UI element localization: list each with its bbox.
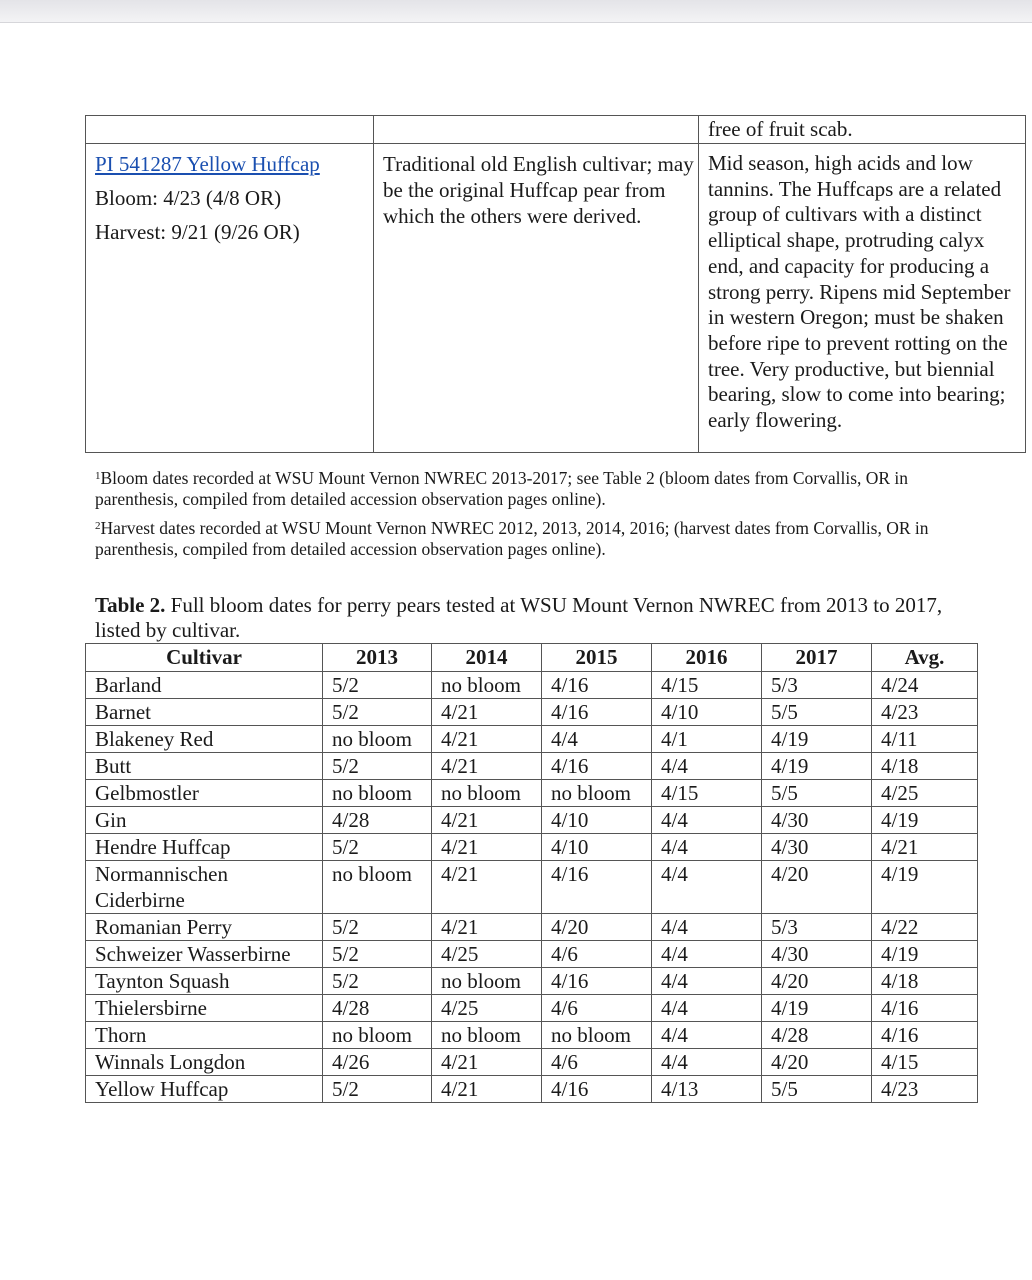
notes-continuation: free of fruit scab. [708,117,853,141]
table-row [86,807,978,834]
cultivar-name-cell: Yellow Huffcap [86,1076,323,1103]
bloom-date-cell: 5/5 [762,1076,872,1103]
bloom-date-cell: 5/2 [323,672,432,699]
bloom-date-cell: 4/1 [652,726,762,753]
bloom-date-cell: 4/16 [872,1022,978,1049]
table-row [86,995,978,1022]
caption-label: Table 2. [95,593,166,617]
bloom-date-cell: 4/21 [432,861,542,914]
cultivar-name-cell: Thorn [86,1022,323,1049]
bloom-date-cell: 4/4 [652,834,762,861]
bloom-date-cell: 4/26 [323,1049,432,1076]
bloom-date-cell: 5/2 [323,941,432,968]
bloom-date-cell: 4/16 [542,1076,652,1103]
bloom-date-cell: 4/16 [542,753,652,780]
bloom-date-cell: 4/21 [432,834,542,861]
bloom-date: Bloom: 4/23 (4/8 OR) [95,186,282,210]
column-header: 2014 [432,644,542,672]
bloom-date-cell: 4/4 [652,1049,762,1076]
bloom-date-cell: 4/20 [762,968,872,995]
table-cell [374,116,699,144]
column-header: Cultivar [86,644,323,672]
table-cell [86,116,374,144]
bloom-date-cell: 4/4 [652,941,762,968]
bloom-date-cell: 4/21 [432,1076,542,1103]
bloom-date-cell: 4/30 [762,834,872,861]
footnote-text: Harvest dates recorded at WSU Mount Vernon NWREC 2012, 2013, 2014, 2016; (harvest dates from Corvallis, OR in parenthesis, compiled from detailed accession observation pages online). [95,518,929,559]
table-cell [374,144,699,453]
table-row [86,726,978,753]
bloom-date-cell: no bloom [323,1022,432,1049]
bloom-date-cell: 4/21 [432,726,542,753]
bloom-date-cell: 4/19 [762,753,872,780]
caption-text: Full bloom dates for perry pears tested at WSU Mount Vernon NWREC from 2013 to 2017, listed by cultivar. [95,593,943,642]
bloom-date-cell: 4/21 [432,699,542,726]
bloom-date-cell: 4/25 [432,995,542,1022]
bloom-date-cell: 4/25 [872,780,978,807]
cultivar-name-cell: Butt [86,753,323,780]
accession-link[interactable]: PI 541287 Yellow Huffcap [95,152,320,176]
bloom-date-cell: 5/2 [323,699,432,726]
bloom-date-cell: 4/16 [542,861,652,914]
bloom-date-cell: 4/15 [652,672,762,699]
bloom-date-cell: 4/24 [872,672,978,699]
table-cell [86,144,374,453]
bloom-date-cell: 4/11 [872,726,978,753]
table-cell [699,144,1026,453]
bloom-date-cell: 4/15 [652,780,762,807]
bloom-date-cell: no bloom [432,672,542,699]
cultivar-name-cell: Barland [86,672,323,699]
column-header: 2015 [542,644,652,672]
bloom-date-cell: 4/6 [542,941,652,968]
bloom-date-cell: 5/2 [323,968,432,995]
bloom-date-cell: 4/15 [872,1049,978,1076]
bloom-date-cell: 4/21 [432,1049,542,1076]
bloom-date-cell: 4/19 [872,861,978,914]
bloom-date-cell: no bloom [323,780,432,807]
bloom-date-cell: 4/4 [652,914,762,941]
footnote-marker: 1 [95,470,101,482]
bloom-date-cell: 5/5 [762,780,872,807]
bloom-date-cell: 4/13 [652,1076,762,1103]
bloom-date-cell: 4/18 [872,753,978,780]
bloom-date-cell: 4/21 [432,753,542,780]
bloom-date-cell: 5/2 [323,753,432,780]
bloom-date-cell: 4/20 [542,914,652,941]
table-row [86,834,978,861]
table-header-row [86,644,978,672]
bloom-date-cell: 5/2 [323,1076,432,1103]
cultivar-name-cell: Blakeney Red [86,726,323,753]
column-header: 2016 [652,644,762,672]
bloom-date-cell: 4/23 [872,1076,978,1103]
bloom-date-cell: 4/16 [542,699,652,726]
bloom-date-cell: 4/4 [652,861,762,914]
bloom-date-cell: 4/21 [872,834,978,861]
harvest-date: Harvest: 9/21 (9/26 OR) [95,220,300,244]
bloom-date-cell: no bloom [323,861,432,914]
cultivar-name-cell: Hendre Huffcap [86,834,323,861]
bloom-date-cell: 4/20 [762,861,872,914]
table-row [86,116,1026,144]
footnote-text: Bloom dates recorded at WSU Mount Vernon NWREC 2013-2017; see Table 2 (bloom dates from Corvallis, OR in parenthesis, compiled from detailed accession observation pages online). [95,468,909,509]
table-row [86,753,978,780]
cultivar-name-cell: Winnals Longdon [86,1049,323,1076]
table-row [86,861,978,914]
bloom-date-cell: 4/4 [652,995,762,1022]
cultivar-name-cell: Gin [86,807,323,834]
bloom-date-cell: 4/19 [762,995,872,1022]
footnote-harvest [95,518,975,560]
bloom-date-cell: 4/18 [872,968,978,995]
bloom-date-cell: no bloom [542,1022,652,1049]
bloom-date-cell: 5/2 [323,834,432,861]
bloom-dates-table [85,643,978,1103]
bloom-date-cell: no bloom [432,1022,542,1049]
bloom-date-cell: no bloom [432,968,542,995]
table-cell [699,116,1026,144]
table-row [86,914,978,941]
table-row [86,1022,978,1049]
cultivar-name-cell: Gelbmostler [86,780,323,807]
bloom-date-cell: 4/30 [762,941,872,968]
table-row [86,672,978,699]
cultivar-name-cell: Romanian Perry [86,914,323,941]
bloom-date-cell: 4/23 [872,699,978,726]
bloom-date-cell: 4/4 [542,726,652,753]
bloom-date-cell: 4/4 [652,753,762,780]
table-row [86,699,978,726]
bloom-date-cell: 4/21 [432,807,542,834]
bloom-date-cell: 4/19 [762,726,872,753]
cultivar-name-cell: Thielersbirne [86,995,323,1022]
bloom-date-cell: 4/6 [542,995,652,1022]
table-row [86,144,1026,453]
bloom-date-cell: 4/20 [762,1049,872,1076]
cultivar-description: Traditional old English cultivar; may be the original Huffcap pear from which the others were derived. [383,152,694,228]
footnote-bloom [95,468,975,510]
bloom-date-cell: 4/6 [542,1049,652,1076]
bloom-date-cell: no bloom [432,780,542,807]
bloom-date-cell: 4/25 [432,941,542,968]
bloom-date-cell: 5/3 [762,914,872,941]
cultivar-name-cell: Normannischen Ciderbirne [86,861,323,914]
bloom-date-cell: 4/4 [652,807,762,834]
bloom-date-cell: 4/19 [872,807,978,834]
bloom-date-cell: 4/16 [872,995,978,1022]
bloom-date-cell: no bloom [323,726,432,753]
bloom-date-cell: 4/4 [652,1022,762,1049]
table-row [86,968,978,995]
bloom-date-cell: 4/10 [542,834,652,861]
bloom-date-cell: 4/28 [323,995,432,1022]
bloom-date-cell: 4/16 [542,672,652,699]
cultivar-name-cell: Taynton Squash [86,968,323,995]
table-caption [95,593,975,643]
bloom-date-cell: 4/10 [652,699,762,726]
bloom-date-cell: 5/5 [762,699,872,726]
bloom-date-cell: 4/19 [872,941,978,968]
bloom-date-cell: 4/28 [762,1022,872,1049]
bloom-date-cell: 4/28 [323,807,432,834]
bloom-date-cell: no bloom [542,780,652,807]
bloom-date-cell: 4/22 [872,914,978,941]
table-row [86,1076,978,1103]
bloom-date-cell: 5/3 [762,672,872,699]
table-row [86,780,978,807]
bloom-date-cell: 4/21 [432,914,542,941]
bloom-date-cell: 4/16 [542,968,652,995]
table-row [86,941,978,968]
bloom-date-cell: 4/30 [762,807,872,834]
column-header: Avg. [872,644,978,672]
bloom-date-cell: 4/4 [652,968,762,995]
column-header: 2017 [762,644,872,672]
cultivar-description-table [85,115,1026,453]
bloom-date-cell: 5/2 [323,914,432,941]
cultivar-name-cell: Barnet [86,699,323,726]
cultivar-notes: Mid season, high acids and low tannins. The Huffcaps are a related group of cultivars with a distinct elliptical shape, protruding calyx end, and capacity for producing a strong perry. Ripens mid September in western Oregon; must be shaken before ripe to prevent rotting on the tree. Very productive, but biennial bearing, slow to come into bearing; early flowering. [708,151,1011,433]
footnote-marker: 2 [95,520,101,532]
viewer-top-bar [0,0,1032,23]
cultivar-name-cell: Schweizer Wasserbirne [86,941,323,968]
table-row [86,1049,978,1076]
column-header: 2013 [323,644,432,672]
bloom-date-cell: 4/10 [542,807,652,834]
